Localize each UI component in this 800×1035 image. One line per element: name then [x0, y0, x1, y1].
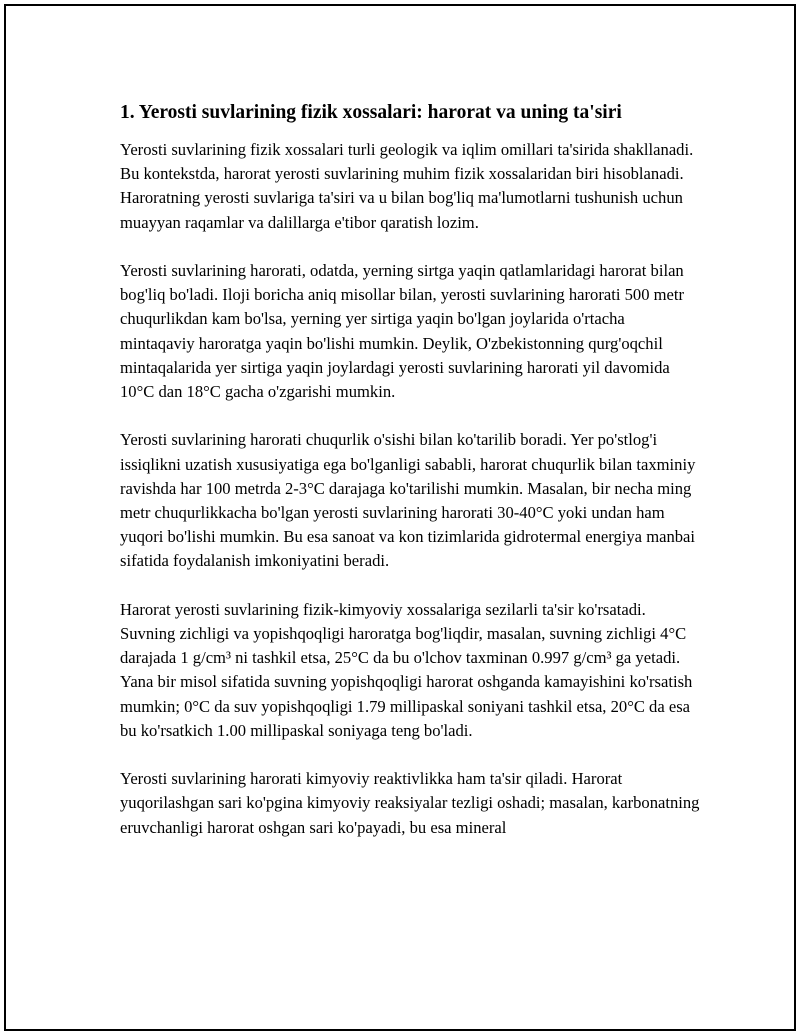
document-body [120, 100, 700, 864]
paragraph-5: Yerosti suvlarining harorati kimyoviy reaktivlikka ham ta'sir qiladi. Harorat yuqorilashgan sari ko'pgina kimyoviy reaksiyalar tezligi oshadi; masalan, karbonatning eruvchanligi harorat oshgan sari ko'payadi, bu esa mineral [120, 769, 700, 837]
paragraph-4: Harorat yerosti suvlarining fizik-kimyoviy xossalariga sezilarli ta'sir ko'rsatadi. Suvning zichligi va yopishqoqligi haroratga bog'liqdir, masalan, suvning zichligi 4°C darajada 1 g/cm³ ni tashkil etsa, 25°C da bu o'lchov taxminan 0.997 g/cm³ ga yetadi. Yana bir misol sifatida suvning yopishqoqligi harorat oshganda kamayishini ko'rsatish mumkin; 0°C da suv yopishqoqligi 1.79 millipaskal soniyani tashkil etsa, 20°C da esa bu ko'rsatkich 1.00 millipaskal soniyaga teng bo'ladi. [120, 599, 693, 740]
page-frame [4, 4, 796, 1031]
paragraph-2: Yerosti suvlarining harorati, odatda, yerning sirtga yaqin qatlamlaridagi harorat bilan bog'liq bo'ladi. Iloji boricha aniq misollar bilan, yerosti suvlarining harorati 500 metr chuqurlikdan kam bo'lsa, yerning yer sirtiga yaqin bo'lgan joylarida o'rtacha mintaqaviy haroratga yaqin bo'lishi mumkin. Deylik, O'zbekistonning qurg'oqchil mintaqalarida yer sirtiga yaqin joylardagi yerosti suvlarining harorati yil davomida 10°C dan 18°C gacha o'zgarishi mumkin. [120, 261, 685, 402]
section-heading: 1. Yerosti suvlarining fizik xossalari: harorat va uning ta'siri [120, 102, 622, 123]
paragraph-3: Yerosti suvlarining harorati chuqurlik o'sishi bilan ko'tarilib boradi. Yer po'stlog'i issiqlikni uzatish xususiyatiga ega bo'lganligi sababli, harorat chuqurlik bilan taxminiy ravishda har 100 metrda 2-3°C darajaga ko'tarilishi mumkin. Masalan, bir necha ming metr chuqurlikkacha bo'lgan yerosti suvlarining harorati 30-40°C yoki undan ham yuqori bo'lishi mumkin. Bu esa sanoat va kon tizimlarida gidrotermal energiya manbai sifatida foydalanish imkoniyatini beradi. [120, 430, 696, 571]
paragraph-1: Yerosti suvlarining fizik xossalari turli geologik va iqlim omillari ta'sirida shakllanadi. Bu kontekstda, harorat yerosti suvlarining muhim fizik xossalaridan biri hisoblanadi. Haroratning yerosti suvlariga ta'siri va u bilan bog'liq ma'lumotlarni tushunish uchun muayyan raqamlar va dalillarga e'tibor qaratish lozim. [120, 140, 694, 232]
